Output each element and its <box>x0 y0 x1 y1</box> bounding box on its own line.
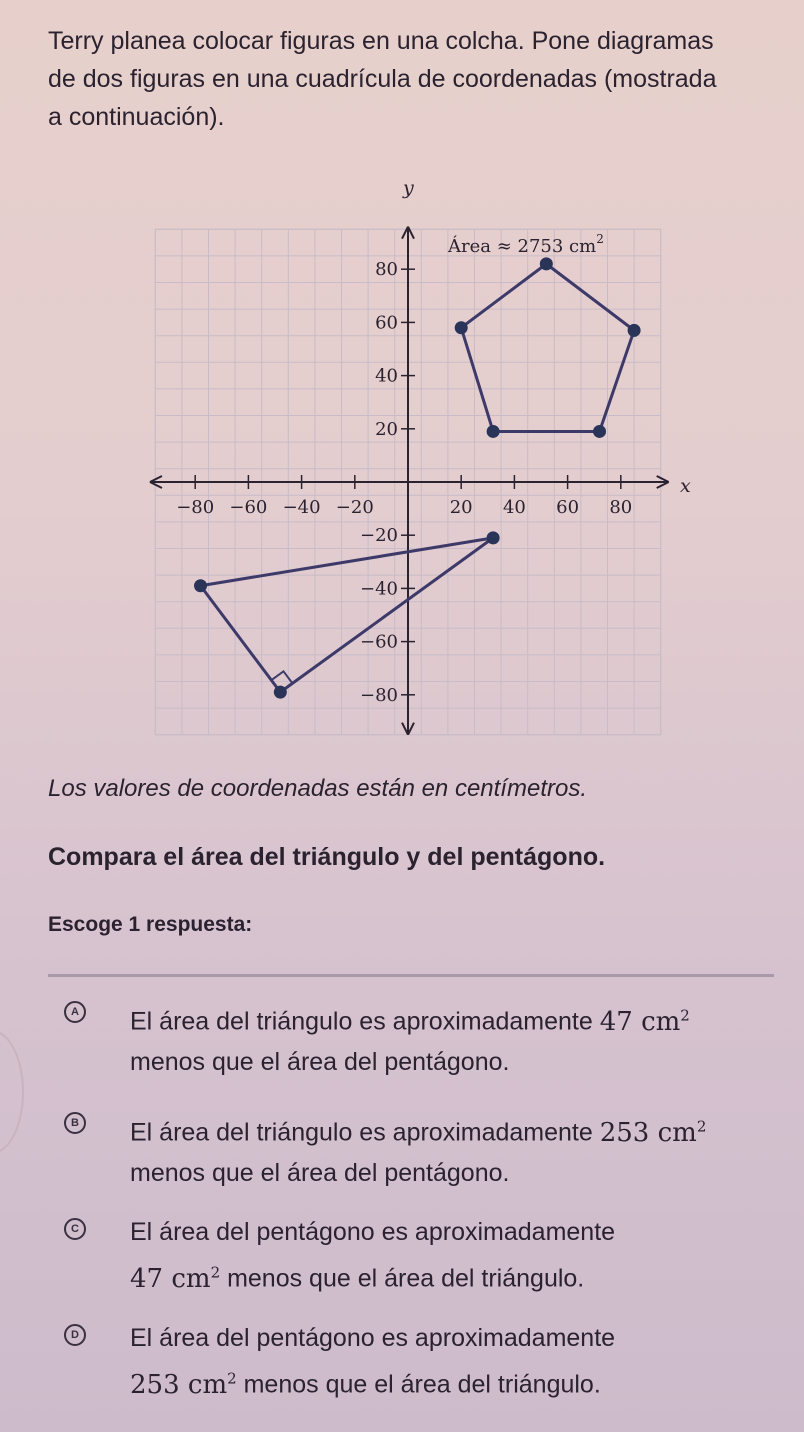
pentagon-vertex <box>593 425 606 438</box>
shapes <box>194 257 641 698</box>
pentagon <box>461 264 634 432</box>
choice-a-radio[interactable]: A <box>64 1001 86 1023</box>
x-tick-label: 20 <box>449 497 473 518</box>
pentagon-vertex <box>487 425 500 438</box>
pentagon-area-label: Área ≈ 2753 $cm^2$ <box>448 232 604 257</box>
y-tick-label: 80 <box>375 259 398 281</box>
y-tick-label: 40 <box>375 365 398 387</box>
choice-a-text: El área del triángulo es aproximadamente 47 $cm^2$ menos que el área del pentágono. <box>130 1006 690 1076</box>
problem-line-3: a continuación). <box>48 103 225 131</box>
x-tick-label: −60 <box>229 497 268 518</box>
y-tick-label: 20 <box>375 418 398 440</box>
y-tick-label: −60 <box>360 631 398 653</box>
triangle <box>201 538 494 692</box>
x-tick-label: 60 <box>556 497 580 518</box>
y-tick-label: −40 <box>360 578 398 600</box>
problem-line-1: Terry planea colocar figuras en una colcha. Pone diagramas <box>48 27 714 55</box>
question-text: Compara el área del triángulo y del pentágono. <box>48 843 606 871</box>
choice-b-radio[interactable]: B <box>64 1112 86 1134</box>
x-tick-label: 80 <box>609 497 633 518</box>
pentagon-vertex <box>540 257 553 270</box>
units-note: Los valores de coordenadas están en centímetros. <box>48 775 587 802</box>
y-tick-label: −20 <box>360 525 398 547</box>
problem-line-2: de dos figuras en una cuadrícula de coordenadas (mostrada <box>48 65 717 93</box>
triangle-vertex <box>487 531 500 544</box>
triangle-vertex <box>274 686 287 699</box>
x-axis-label: x <box>680 475 691 497</box>
axes <box>150 227 669 735</box>
triangle-vertex <box>194 579 207 592</box>
y-tick-label: −80 <box>360 684 398 706</box>
x-tick-label: 40 <box>502 497 526 518</box>
choice-c-radio[interactable]: C <box>64 1218 86 1240</box>
pentagon-vertex <box>628 324 641 337</box>
x-tick-label: −80 <box>176 497 215 518</box>
choice-c-text: El área del pentágono es aproximadamente 47 $cm^2$ menos que el área del triángulo. <box>130 1218 616 1294</box>
answer-instruction: Escoge 1 respuesta: <box>48 913 253 936</box>
y-axis-label: y <box>403 177 414 199</box>
pentagon-vertex <box>455 321 468 334</box>
decorative-arc <box>0 1030 24 1154</box>
divider <box>48 974 774 977</box>
choice-d-radio[interactable]: D <box>64 1324 86 1346</box>
choice-d-text: El área del pentágono es aproximadamente 253 $cm^2$ menos que el área del triángulo. <box>130 1324 616 1400</box>
choice-b-text: El área del triángulo es aproximadamente 253 $cm^2$ menos que el área del pentágono. <box>130 1117 707 1187</box>
x-tick-label: −20 <box>335 497 374 518</box>
x-tick-label: −40 <box>282 497 321 518</box>
y-tick-label: 60 <box>375 312 398 334</box>
